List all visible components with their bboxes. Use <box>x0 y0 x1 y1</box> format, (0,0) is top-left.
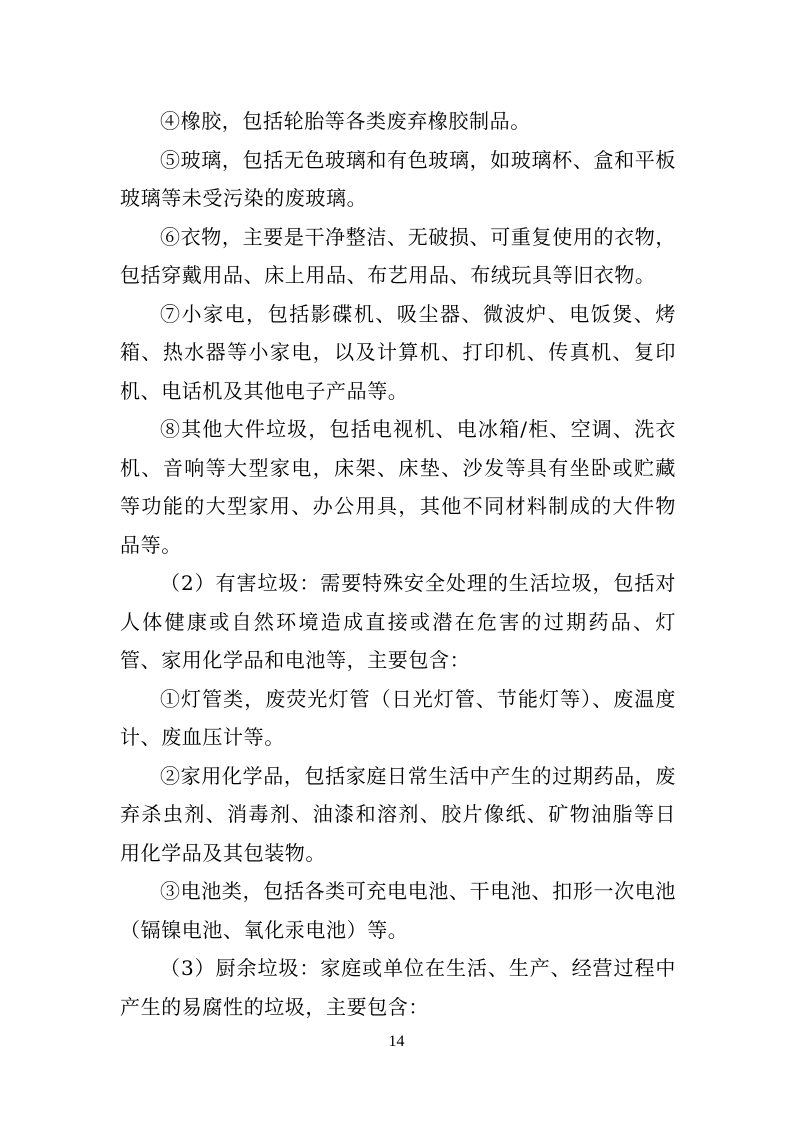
paragraph-glass: ⑤玻璃，包括无色玻璃和有色玻璃，如玻璃杯、盒和平板玻璃等未受污染的废玻璃。 <box>120 147 676 210</box>
body-text <box>120 102 676 1026</box>
paragraph-batteries: ③电池类，包括各类可充电电池、干电池、扣形一次电池（镉镍电池、氧化汞电池）等。 <box>120 879 676 942</box>
paragraph-household-chemicals: ②家用化学品，包括家庭日常生活中产生的过期药品，废弃杀虫剂、消毒剂、油漆和溶剂、胶片像纸、矿物油脂等日用化学品及其包装物。 <box>120 763 676 865</box>
paragraph-rubber: ④橡胶，包括轮胎等各类废弃橡胶制品。 <box>160 109 531 133</box>
paragraph-bulky-waste: ⑧其他大件垃圾，包括电视机、电冰箱/柜、空调、洗衣机、音响等大型家电，床架、床垫、沙发等具有坐卧或贮藏等功能的大型家用、办公用具，其他不同材料制成的大件物品等。 <box>120 417 676 557</box>
page-number: 14 <box>388 1033 405 1050</box>
paragraph-clothing: ⑥衣物，主要是干净整洁、无破损、可重复使用的衣物，包括穿戴用品、床上用品、布艺用品、布绒玩具等旧衣物。 <box>120 224 676 287</box>
paragraph-small-appliances: ⑦小家电，包括影碟机、吸尘器、微波炉、电饭煲、烤箱、热水器等小家电，以及计算机、打印机、传真机、复印机、电话机及其他电子产品等。 <box>120 301 676 403</box>
paragraph-kitchen-waste: （3）厨余垃圾：家庭或单位在生活、生产、经营过程中产生的易腐性的垃圾，主要包含： <box>120 956 676 1019</box>
paragraph-lamps: ①灯管类，废荧光灯管（日光灯管、节能灯等）、废温度计、废血压计等。 <box>120 686 676 749</box>
paragraph-hazardous-waste: （2）有害垃圾：需要特殊安全处理的生活垃圾，包括对人体健康或自然环境造成直接或潜在危害的过期药品、灯管、家用化学品和电池等，主要包含： <box>120 571 676 672</box>
